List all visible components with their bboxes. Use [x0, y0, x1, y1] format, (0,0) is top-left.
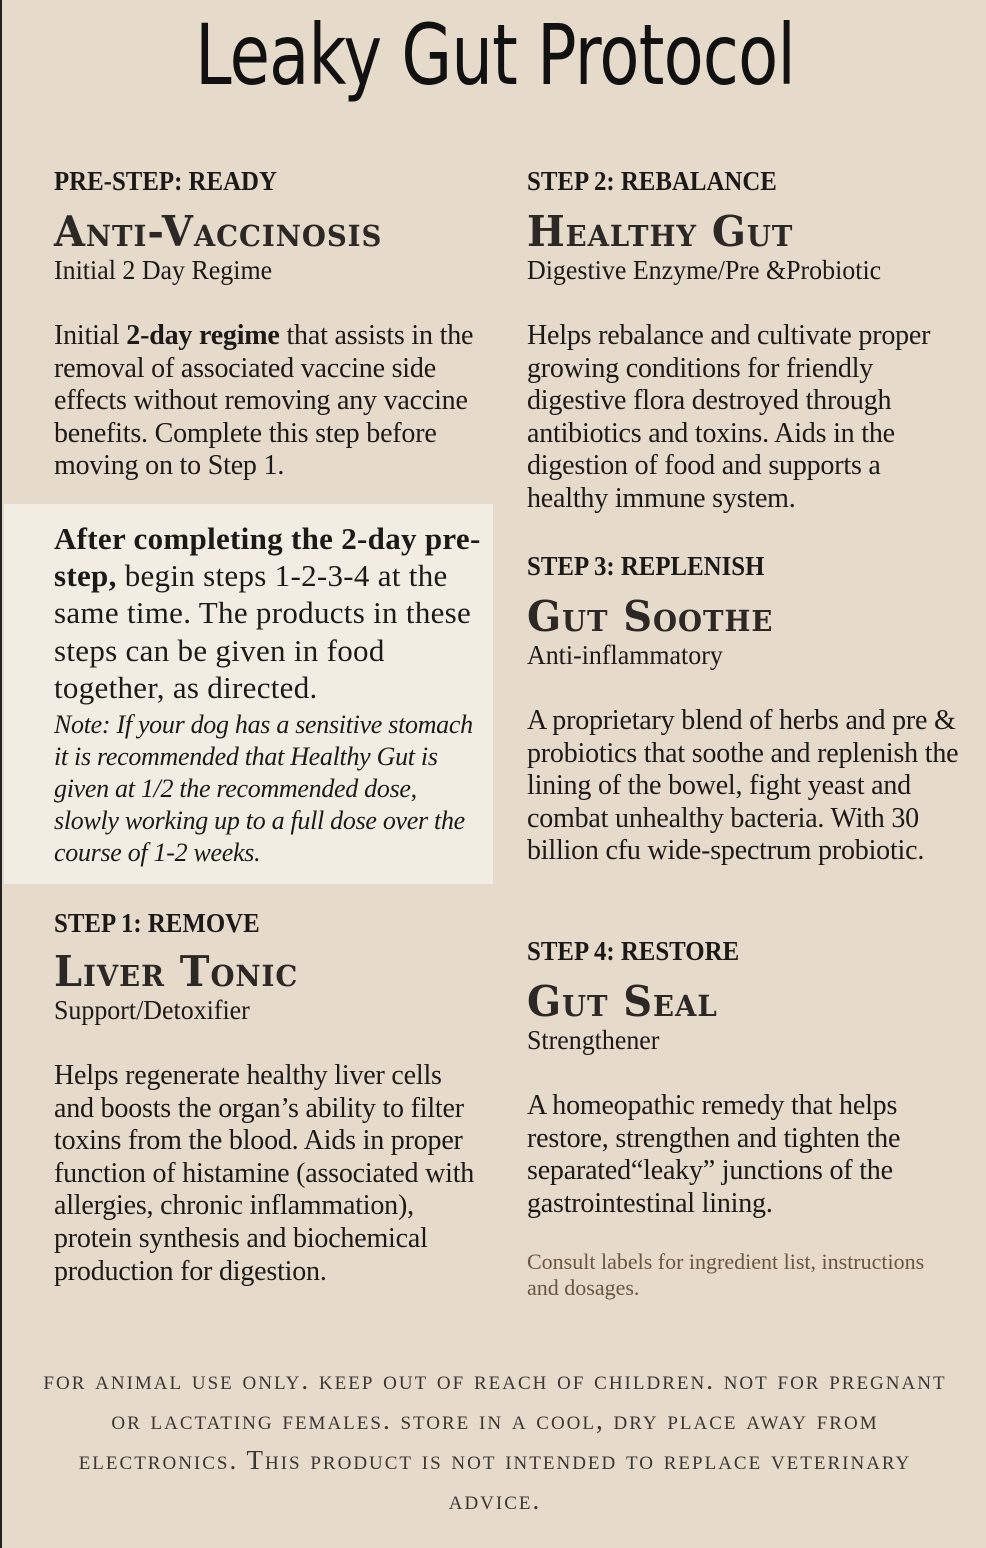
product-description: A proprietary blend of herbs and pre & probiotics that soothe and replenish the lining of the bowel, fight yeast and combat unhealthy bacteria. With 30 billion cfu wide-spectrum probiotic. [527, 705, 959, 867]
step1-section [54, 908, 484, 1288]
product-description: A homeopathic remedy that helps restore, strengthen and tighten the separated“leaky” junctions of the gastrointestinal lining. [527, 1090, 901, 1219]
product-name: Anti-Vaccinosis [54, 207, 383, 256]
callout-bold-text: After completing the 2-day pre-step, [54, 521, 481, 594]
step-label: STEP 4: RESTORE [527, 936, 740, 966]
product-subtitle: Strengthener [527, 1025, 660, 1055]
step-label: PRE-STEP: READY [54, 166, 277, 196]
instructions-callout [4, 504, 493, 884]
step-label: STEP 3: REPLENISH [527, 551, 765, 581]
step-label: STEP 2: REBALANCE [527, 166, 777, 196]
product-description [54, 320, 484, 483]
product-subtitle: Anti-inflammatory [527, 640, 723, 670]
product-subtitle: Support/Detoxifier [54, 995, 250, 1025]
product-name: Liver Tonic [54, 947, 299, 996]
callout-note: Note: If your dog has a sensitive stomach it is recommended that Healthy Gut is given at 1/2 the recommended dose, slowly working up to a full dose over the course of 1-2 weeks. [54, 710, 473, 867]
product-subtitle: Initial 2 Day Regime [54, 255, 273, 285]
step3-section [527, 551, 967, 868]
product-name: Healthy Gut [527, 207, 794, 256]
product-description: Helps regenerate healthy liver cells and boosts the organ’s ability to filter toxins from the blood. Aids in proper function of histamine (associated with allergies, chronic inflammation), protein synthesis and biochemical production for digestion. [54, 1060, 475, 1287]
consult-labels-note: Consult labels for ingredient list, instructions and dosages. [527, 1249, 925, 1300]
step2-section [527, 166, 967, 516]
callout-text: begin steps 1-2-3-4 at the same time. The products in these steps can be given in food together, as directed. [54, 558, 472, 705]
product-subtitle: Digestive Enzyme/Pre &Probiotic [527, 255, 882, 285]
pre-step-section [54, 166, 484, 483]
desc-bold-text: 2-day regime [126, 320, 280, 351]
desc-text: Initial [54, 320, 127, 351]
step-label: STEP 1: REMOVE [54, 908, 260, 938]
product-name: Gut Seal [527, 977, 718, 1026]
product-name: Gut Soothe [527, 592, 774, 641]
page-title: Leaky Gut Protocol [195, 6, 795, 104]
warning-footer: for animal use only. keep out of reach of children. not for pregnant or lactating females. store in a cool, dry place away from electronics. This product is not intended to replace veterinary advice. [43, 1365, 947, 1515]
desc-text: that assists in the removal of associated vaccine side effects without removing any vaccine benefits. Complete this step before moving on to Step 1. [54, 320, 474, 482]
step4-section [527, 936, 967, 1220]
callout-main-text [54, 520, 484, 706]
product-description: Helps rebalance and cultivate proper growing conditions for friendly digestive flora destroyed through antibiotics and toxins. Aids in the digestion of food and supports a healthy immune system. [527, 320, 931, 514]
